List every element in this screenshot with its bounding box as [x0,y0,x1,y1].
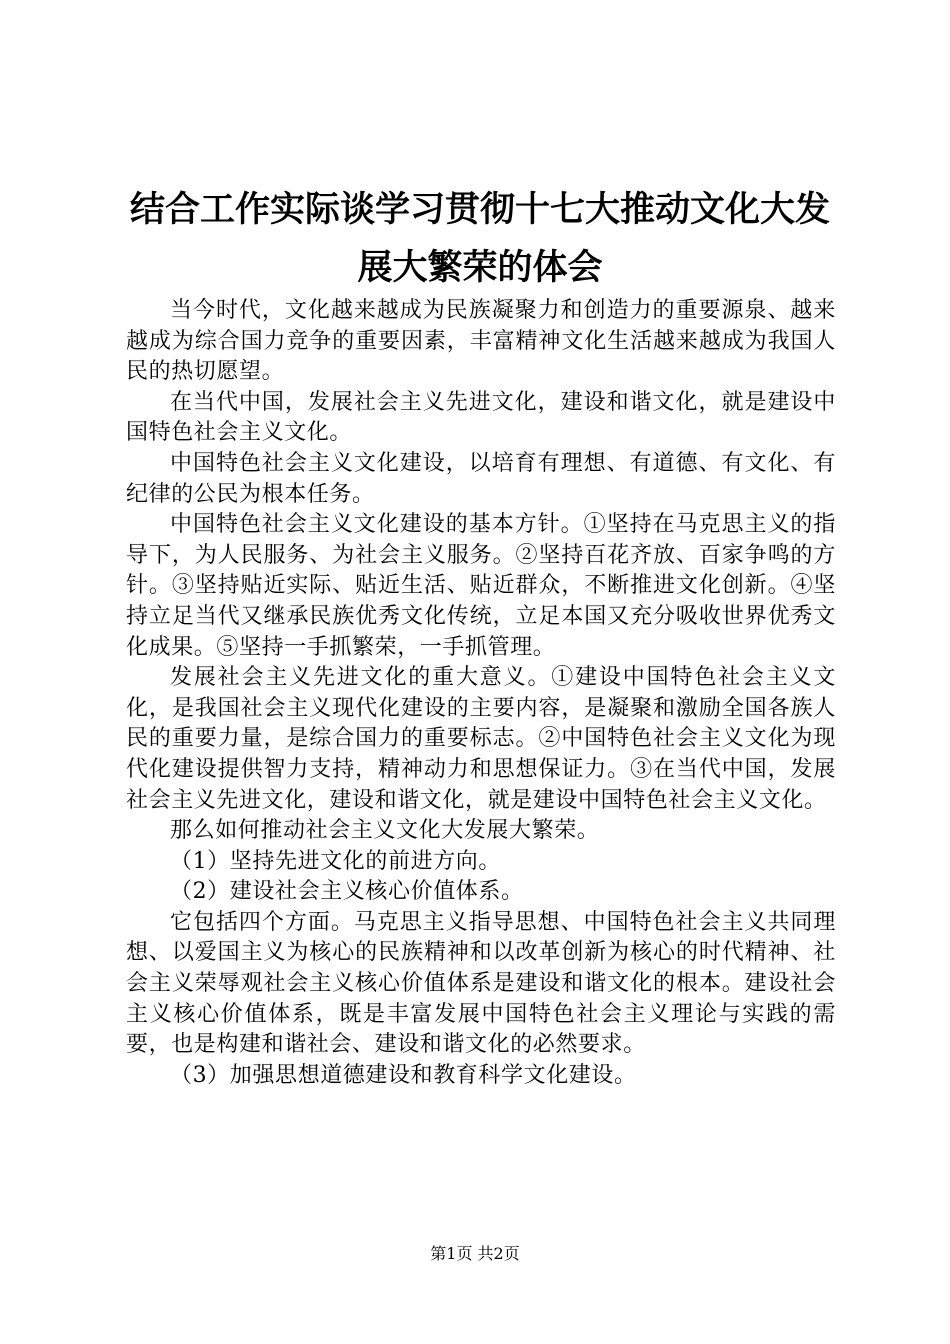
list-item: （3）加强思想道德建设和教育科学文化建设。 [170,1062,637,1088]
paragraph: 当今时代，文化越来越成为民族凝聚力和创造力的重要源泉、越来越成为综合国力竞争的重要因素，丰富精神文化生活越来越成为我国人民的热切愿望。 [126,298,836,385]
paragraph: 中国特色社会主义文化建设的基本方针。①坚持在马克思主义的指导下，为人民服务、为社会主义服务。②坚持百花齐放、百家争鸣的方针。③坚持贴近实际、贴近生活、贴近群众，不断推进文化创新。④坚持立足当代又继承民族优秀文化传统，立足本国又充分吸收世界优秀文化成果。⑤坚持一手抓繁荣，一手抓管理。 [126,512,836,660]
list-item: （2）建设社会主义核心价值体系。 [170,879,524,905]
paragraph: 发展社会主义先进文化的重大意义。①建设中国特色社会主义文化，是我国社会主义现代化建设的主要内容，是凝聚和激励全国各族人民的重要力量，是综合国力的重要标志。②中国特色社会主义文化为现代化建设提供智力支持，精神动力和思想保证力。③在当代中国，发展社会主义先进文化，建设和谐文化，就是建设中国特色社会主义文化。 [126,665,836,813]
paragraph: 那么如何推动社会主义文化大发展大繁荣。 [170,818,600,844]
list-item: （1）坚持先进文化的前进方向。 [170,848,501,874]
document-body [126,296,836,1091]
paragraph: 在当代中国，发展社会主义先进文化，建设和谐文化，就是建设中国特色社会主义文化。 [126,389,836,446]
paragraph: 中国特色社会主义文化建设，以培育有理想、有道德、有文化、有纪律的公民为根本任务。 [126,450,836,507]
document-title-line-2: 展大繁荣的体会 [357,247,603,288]
paragraph: 它包括四个方面。马克思主义指导思想、中国特色社会主义共同理想、以爱国主义为核心的民族精神和以改革创新为核心的时代精神、社会主义荣辱观社会主义核心价值体系是建设和谐文化的根本。建设社会主义核心价值体系，既是丰富发展中国特色社会主义理论与实践的需要，也是构建和谐社会、建设和谐文化的必然要求。 [126,909,836,1058]
page-footer: 第1页 共2页 [430,1244,520,1263]
document-title-line-1: 结合工作实际谈学习贯彻十七大推动文化大发 [129,189,830,230]
